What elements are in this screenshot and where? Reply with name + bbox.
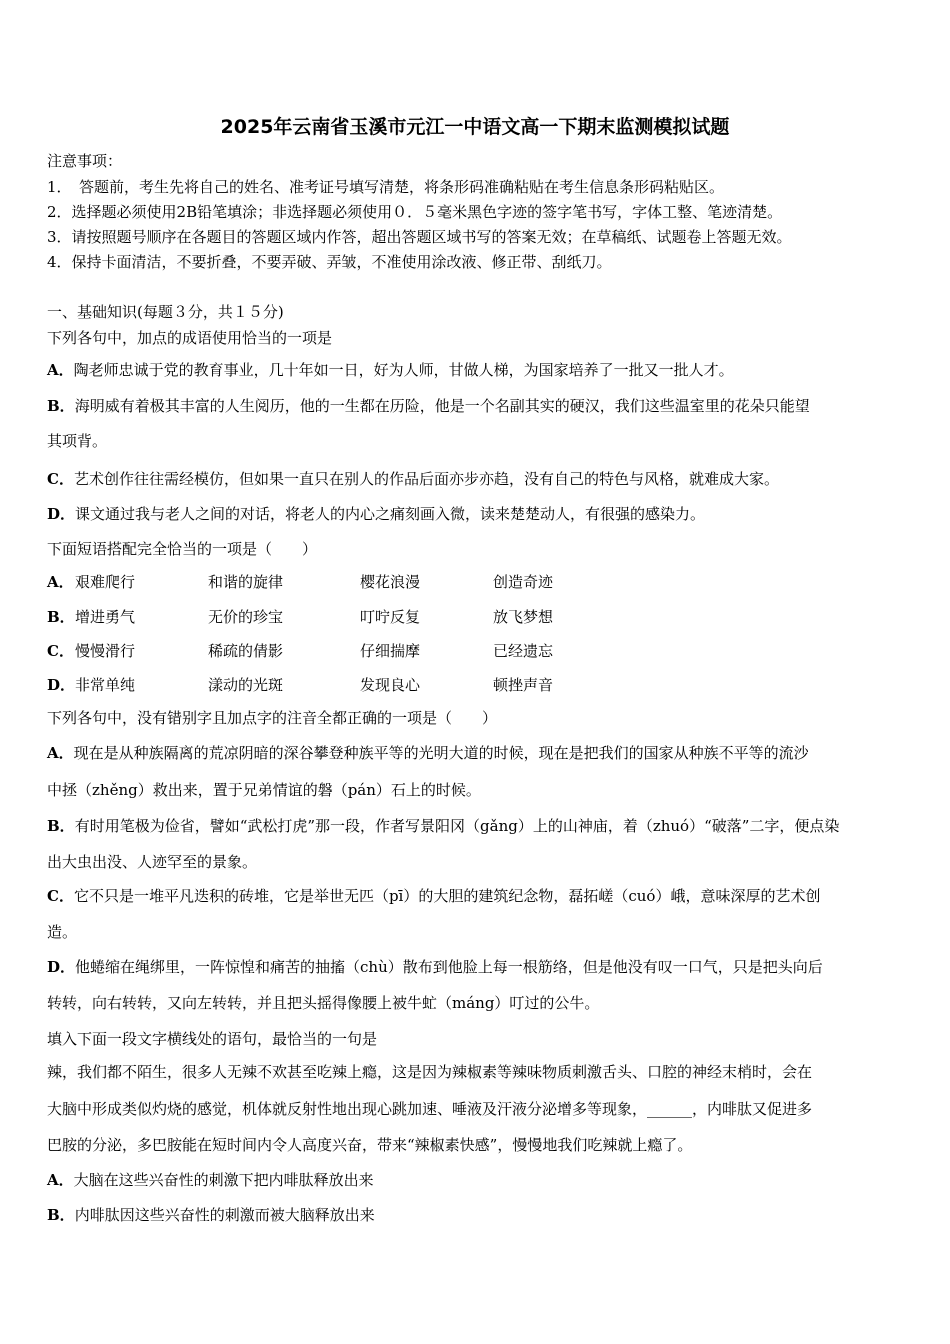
option-label: B． [47, 397, 75, 415]
option-b [47, 1205, 375, 1225]
option-b-continued: 其项背。 [47, 432, 108, 450]
option-label: B． [47, 1206, 75, 1224]
option-c-continued: 造。 [47, 923, 78, 941]
phrase: 慢慢滑行 [75, 642, 136, 660]
option-text: 大脑在这些兴奋性的刺激下把内啡肽释放出来 [73, 1171, 374, 1189]
option-c [47, 469, 779, 489]
phrase: 增进勇气 [75, 608, 136, 626]
option-text: 内啡肽因这些兴奋性的刺激而被大脑释放出来 [74, 1206, 375, 1224]
phrase: 放飞梦想 [493, 608, 554, 626]
notice-item: 3．请按照题号顺序在各题目的答题区域内作答，超出答题区域书写的答案无效；在草稿纸、试题卷上答题无效。 [47, 228, 792, 246]
option-label: C． [47, 887, 74, 905]
phrase: 已经遗忘 [493, 642, 554, 660]
option-text: 它不只是一堆平凡迭积的砖堆，它是举世无匹（pī）的大胆的建筑纪念物，磊拓嵯（cuó）峨，意味深厚的艺术创 [73, 887, 821, 905]
question-stem: 下面短语搭配完全恰当的一项是（ ） [47, 540, 318, 558]
option-label: C． [47, 470, 74, 488]
option-label: B． [47, 817, 75, 835]
option-d [47, 504, 705, 524]
phrase: 艰难爬行 [75, 573, 136, 591]
notice-item: 2．选择题必须使用2B铅笔填涂；非选择题必须使用０．５毫米黑色字迹的签字笔书写，字体工整、笔迹清楚。 [47, 203, 783, 221]
option-label: D． [47, 676, 76, 694]
passage-line: 大脑中形成类似灼烧的感觉，机体就反射性地出现心跳加速、唾液及汗液分泌增多等现象，______，内啡肽又促进多 [47, 1100, 813, 1118]
question-stem: 下列各句中，没有错别字且加点字的注音全都正确的一项是（ ） [47, 709, 498, 727]
phrase: 和谐的旋律 [208, 573, 284, 591]
phrase: 非常单纯 [75, 676, 136, 694]
option-c [47, 886, 820, 906]
passage-line: 巴胺的分泌，多巴胺能在短时间内令人高度兴奋，带来“辣椒素快感”，慢慢地我们吃辣就上瘾了。 [47, 1136, 693, 1154]
notice-heading: 注意事项： [47, 152, 123, 170]
phrase: 创造奇迹 [493, 573, 554, 591]
phrase: 漾动的光斑 [208, 676, 284, 694]
option-text: 有时用笔极为俭省，譬如“武松打虎”那一段，作者写景阳冈（gǎng）上的山神庙，着（zhuó）“破落”二字，便点染 [74, 817, 840, 835]
option-text: 海明威有着极其丰富的人生阅历，他的一生都在历险，他是一个名副其实的硬汉，我们这些温室里的花朵只能望 [74, 397, 810, 415]
option-text: 艺术创作往往需经模仿，但如果一直只在别人的作品后面亦步亦趋，没有自己的特色与风格，就难成大家。 [73, 470, 779, 488]
option-label: A． [47, 744, 74, 762]
option-text: 陶老师忠诚于党的教育事业，几十年如一日，好为人师，甘做人梯，为国家培养了一批又一批人才。 [73, 361, 734, 379]
section-heading: 一、基础知识(每题３分，共１５分) [47, 303, 284, 321]
option-label: C． [47, 642, 74, 660]
option-a [47, 1170, 374, 1190]
option-label: B． [47, 608, 75, 626]
page-title: 2025年云南省玉溪市元江一中语文高一下期末监测模拟试题 [220, 116, 730, 138]
notice-item: 4．保持卡面清洁，不要折叠，不要弄破、弄皱，不准使用涂改液、修正带、刮纸刀。 [47, 253, 612, 271]
option-label: A． [47, 361, 74, 379]
phrase: 叮咛反复 [360, 608, 421, 626]
option-text: 现在是从种族隔离的荒凉阴暗的深谷攀登种族平等的光明大道的时候，现在是把我们的国家从种族不平等的流沙 [73, 744, 809, 762]
phrase: 仔细揣摩 [360, 642, 421, 660]
option-b-continued: 出大虫出没、人迹罕至的景象。 [47, 853, 258, 871]
phrase: 樱花浪漫 [360, 573, 421, 591]
option-text: 他蜷缩在绳绑里，一阵惊惶和痛苦的抽搐（chù）散布到他脸上每一根筋络，但是他没有叹一口气，只是把头向后 [75, 958, 823, 976]
option-b [47, 396, 810, 416]
option-b [47, 816, 839, 836]
question-stem: 下列各句中，加点的成语使用恰当的一项是 [47, 329, 333, 347]
option-text: 课文通过我与老人之间的对话，将老人的内心之痛刻画入微，读来楚楚动人，有很强的感染力。 [75, 505, 706, 523]
notice-item: 1． 答题前，考生先将自己的姓名、准考证号填写清楚，将条形码准确粘贴在考生信息条形码粘贴区。 [47, 178, 725, 196]
option-label: D． [47, 505, 76, 523]
option-label: D． [47, 958, 76, 976]
option-d-continued: 转转，向右转转，又向左转转，并且把头摇得像腰上被牛虻（máng）叮过的公牛。 [47, 994, 600, 1012]
option-a [47, 743, 809, 763]
option-label: A． [47, 573, 74, 591]
option-d [47, 957, 823, 977]
phrase: 无价的珍宝 [208, 608, 284, 626]
option-a-continued: 中拯（zhěng）救出来，置于兄弟情谊的磐（pán）石上的时候。 [47, 781, 481, 799]
question-stem: 填入下面一段文字横线处的语句，最恰当的一句是 [47, 1030, 378, 1048]
option-a [47, 360, 734, 380]
phrase: 顿挫声音 [493, 676, 554, 694]
passage-line: 辣，我们都不陌生，很多人无辣不欢甚至吃辣上瘾，这是因为辣椒素等辣味物质刺激舌头、口腔的神经末梢时，会在 [47, 1063, 813, 1081]
phrase: 稀疏的倩影 [208, 642, 284, 660]
phrase: 发现良心 [360, 676, 421, 694]
option-label: A． [47, 1171, 74, 1189]
